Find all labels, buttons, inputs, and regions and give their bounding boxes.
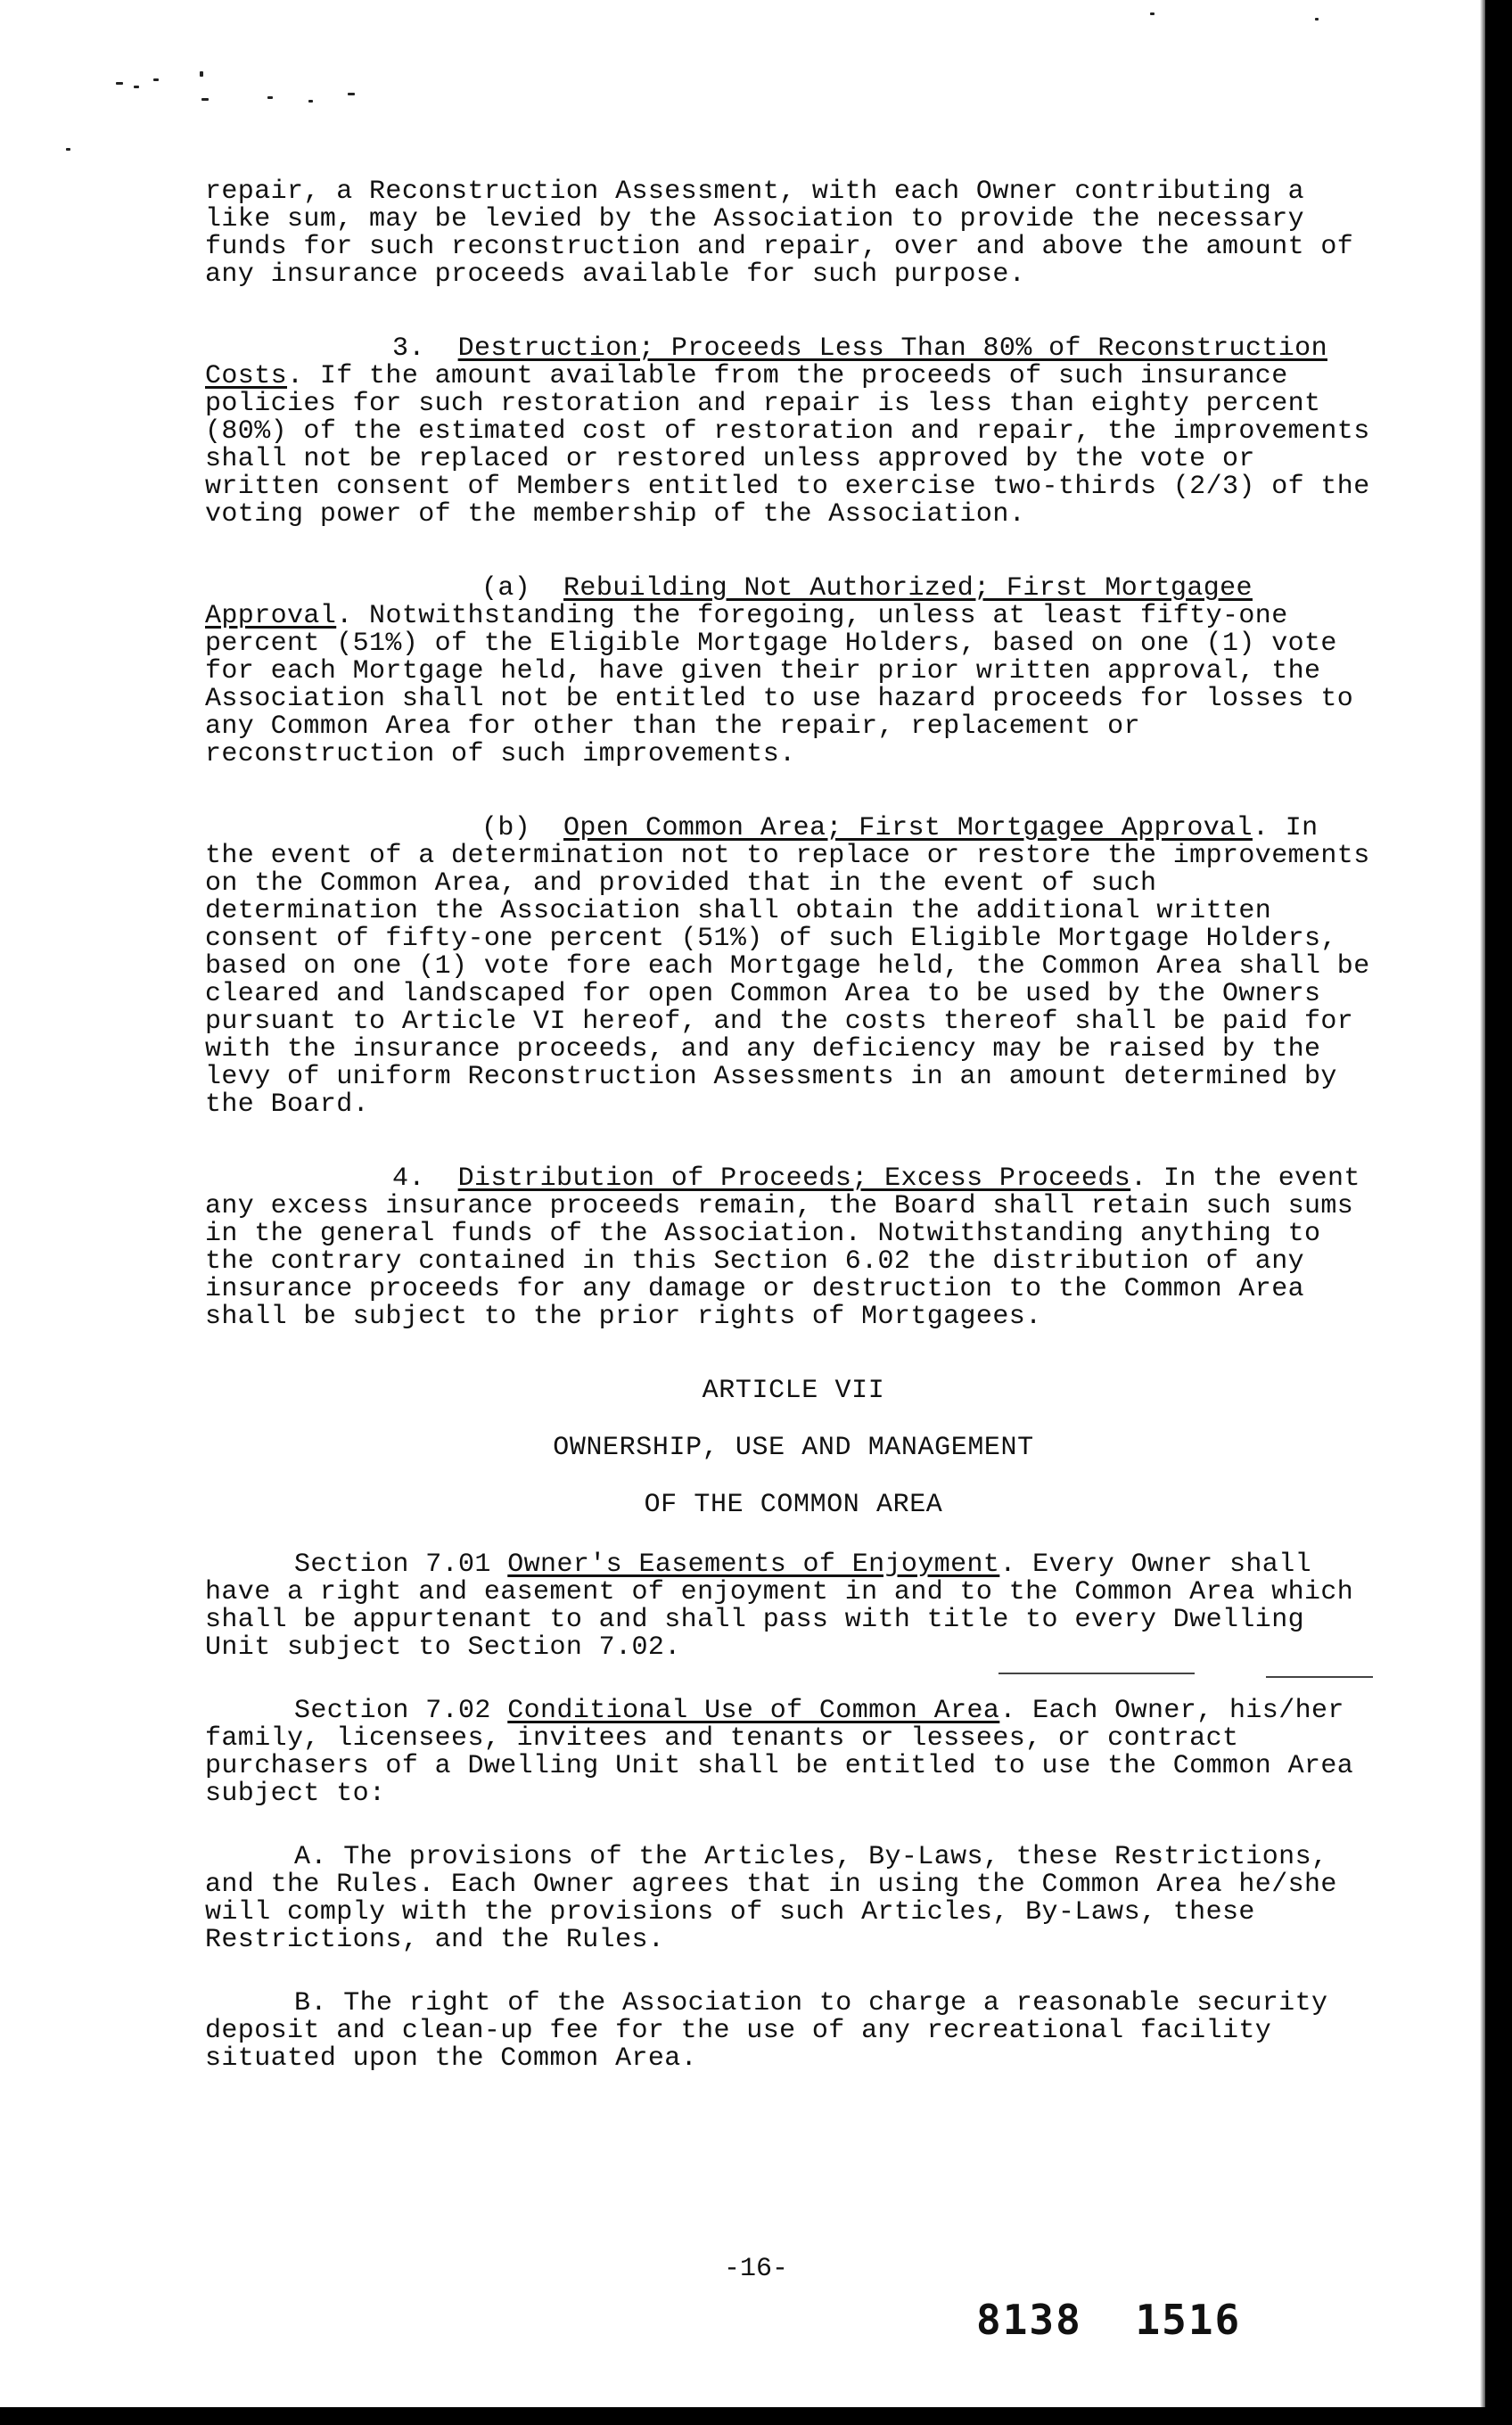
scan-border-bottom [0, 2407, 1512, 2425]
scan-speck [201, 98, 209, 101]
scan-speck [116, 82, 123, 85]
paragraph-heading: Open Common Area; First Mortgagee Approval [563, 813, 1253, 843]
scan-speck [267, 96, 273, 99]
paragraph-number: 3. [392, 333, 425, 364]
page-number: -16- [723, 2254, 788, 2284]
paragraph-rebuilding-not-authorized [205, 575, 1382, 769]
document-body [205, 178, 1382, 2109]
scan-speck [66, 148, 70, 151]
section-label: Section 7.01 [294, 1550, 491, 1580]
scan-speck [348, 93, 355, 95]
list-item-b [205, 1990, 1382, 2073]
scan-line-artifact [998, 1673, 1195, 1674]
paragraph-open-common-area [205, 815, 1382, 1119]
article-title-line-1: OWNERSHIP, USE AND MANAGEMENT [553, 1433, 1034, 1463]
list-item-a [205, 1844, 1382, 1954]
paragraph-reconstruction-assessment [205, 178, 1382, 289]
paragraph-heading: Destruction; Proceeds Less Than 80% of Reconstruction Costs [205, 333, 1327, 391]
paragraph-destruction-less-than-80 [205, 335, 1382, 529]
paragraph-text: . Notwithstanding the foregoing, unless at least fifty-one percent (51%) of the Eligible Mortgage Holders, based on one (1) vote for each Mortgage held, have given their prior written approval, the Association shall not be entitled to use hazard proceeds for losses to any Common Area for other than the repair, replacement or reconstruction of such improvements. [205, 601, 1354, 769]
scan-speck [200, 71, 203, 77]
paragraph-text: . In the event any excess insurance proceeds remain, the Board shall retain such sums in the general funds of the Association. Notwithstanding anything to the contrary contained in this Section 6.02 the distribution of any insurance proceeds for any damage or destruction to the Common Area shall be subject to the prior rights of Mortgagees. [205, 1163, 1360, 1332]
scan-speck [1315, 18, 1319, 21]
paragraph-number: 4. [392, 1163, 425, 1194]
section-text: . Every Owner shall have a right and easement of enjoyment in and to the Common Area which shall be appurtenant to and shall pass with title to every Dwelling Unit subject to Section 7.02. [205, 1550, 1354, 1663]
scan-speck [153, 78, 159, 81]
paragraph-text: . If the amount available from the proceeds of such insurance policies for such restoration and repair is less than eighty percent (80%) of the estimated cost of restoration and repair, the improvements shall not be replaced or restored unless approved by the vote or written consent of Members entitled to exercise two-thirds (2/3) of the voting power of the membership of the Association. [205, 361, 1370, 530]
paragraph-number: (b) [481, 813, 531, 843]
paragraph-heading: Distribution of Proceeds; Excess Proceeds [457, 1163, 1131, 1194]
section-heading: Owner's Easements of Enjoyment [507, 1550, 1000, 1580]
paragraph-heading: Rebuilding Not Authorized; First Mortgagee Approval [205, 573, 1253, 631]
list-item-text: A. The provisions of the Articles, By-Laws, these Restrictions, and the Rules. Each Owner agrees that in using the Common Area he/she will comply with the provisions of such Articles, By-Laws, these Restrictions, and the Rules. [205, 1842, 1337, 1955]
scan-border-right [1485, 0, 1512, 2425]
list-item-text: B. The right of the Association to charge a reasonable security deposit and clean-up fee for the use of any recreational facility situated upon the Common Area. [205, 1988, 1328, 2074]
scan-speck [1150, 12, 1155, 15]
paragraph-distribution-of-proceeds [205, 1165, 1382, 1331]
document-id-stamp: 8138 1516 [976, 2296, 1242, 2344]
paragraph-number: (a) [481, 573, 531, 604]
section-7-02 [205, 1698, 1382, 1808]
section-7-01 [205, 1551, 1382, 1662]
section-label: Section 7.02 [294, 1696, 491, 1726]
paragraph-text: repair, a Reconstruction Assessment, with each Owner contributing a like sum, may be levied by the Association to provide the necessary funds for such reconstruction and repair, over and above the amount of any insurance proceeds available for such purpose. [205, 177, 1354, 290]
article-title-line-2: OF THE COMMON AREA [644, 1490, 943, 1520]
section-text: . Each Owner, his/her family, licensees, invitees and tenants or lessees, or contract purchasers of a Dwelling Unit shall be entitled to use the Common Area subject to: [205, 1696, 1354, 1809]
scan-line-artifact [1266, 1676, 1373, 1678]
paragraph-text: . In the event of a determination not to replace or restore the improvements on the Common Area, and provided that in the event of such determination the Association shall obtain the additional written consent of fifty-one percent (51%) of such Eligible Mortgage Holders, based on one (1) vote fore each Mortgage held, the Common Area shall be cleared and landscaped for open Common Area to be used by the Owners pursuant to Article VI hereof, and the costs thereof shall be paid for with the insurance proceeds, and any deficiency may be raised by the levy of uniform Reconstruction Assessments in an amount determined by the Board. [205, 813, 1370, 1120]
article-number: ARTICLE VII [702, 1376, 885, 1406]
section-heading: Conditional Use of Common Area [507, 1696, 1000, 1726]
scan-speck [308, 100, 313, 103]
scan-speck [134, 86, 139, 88]
